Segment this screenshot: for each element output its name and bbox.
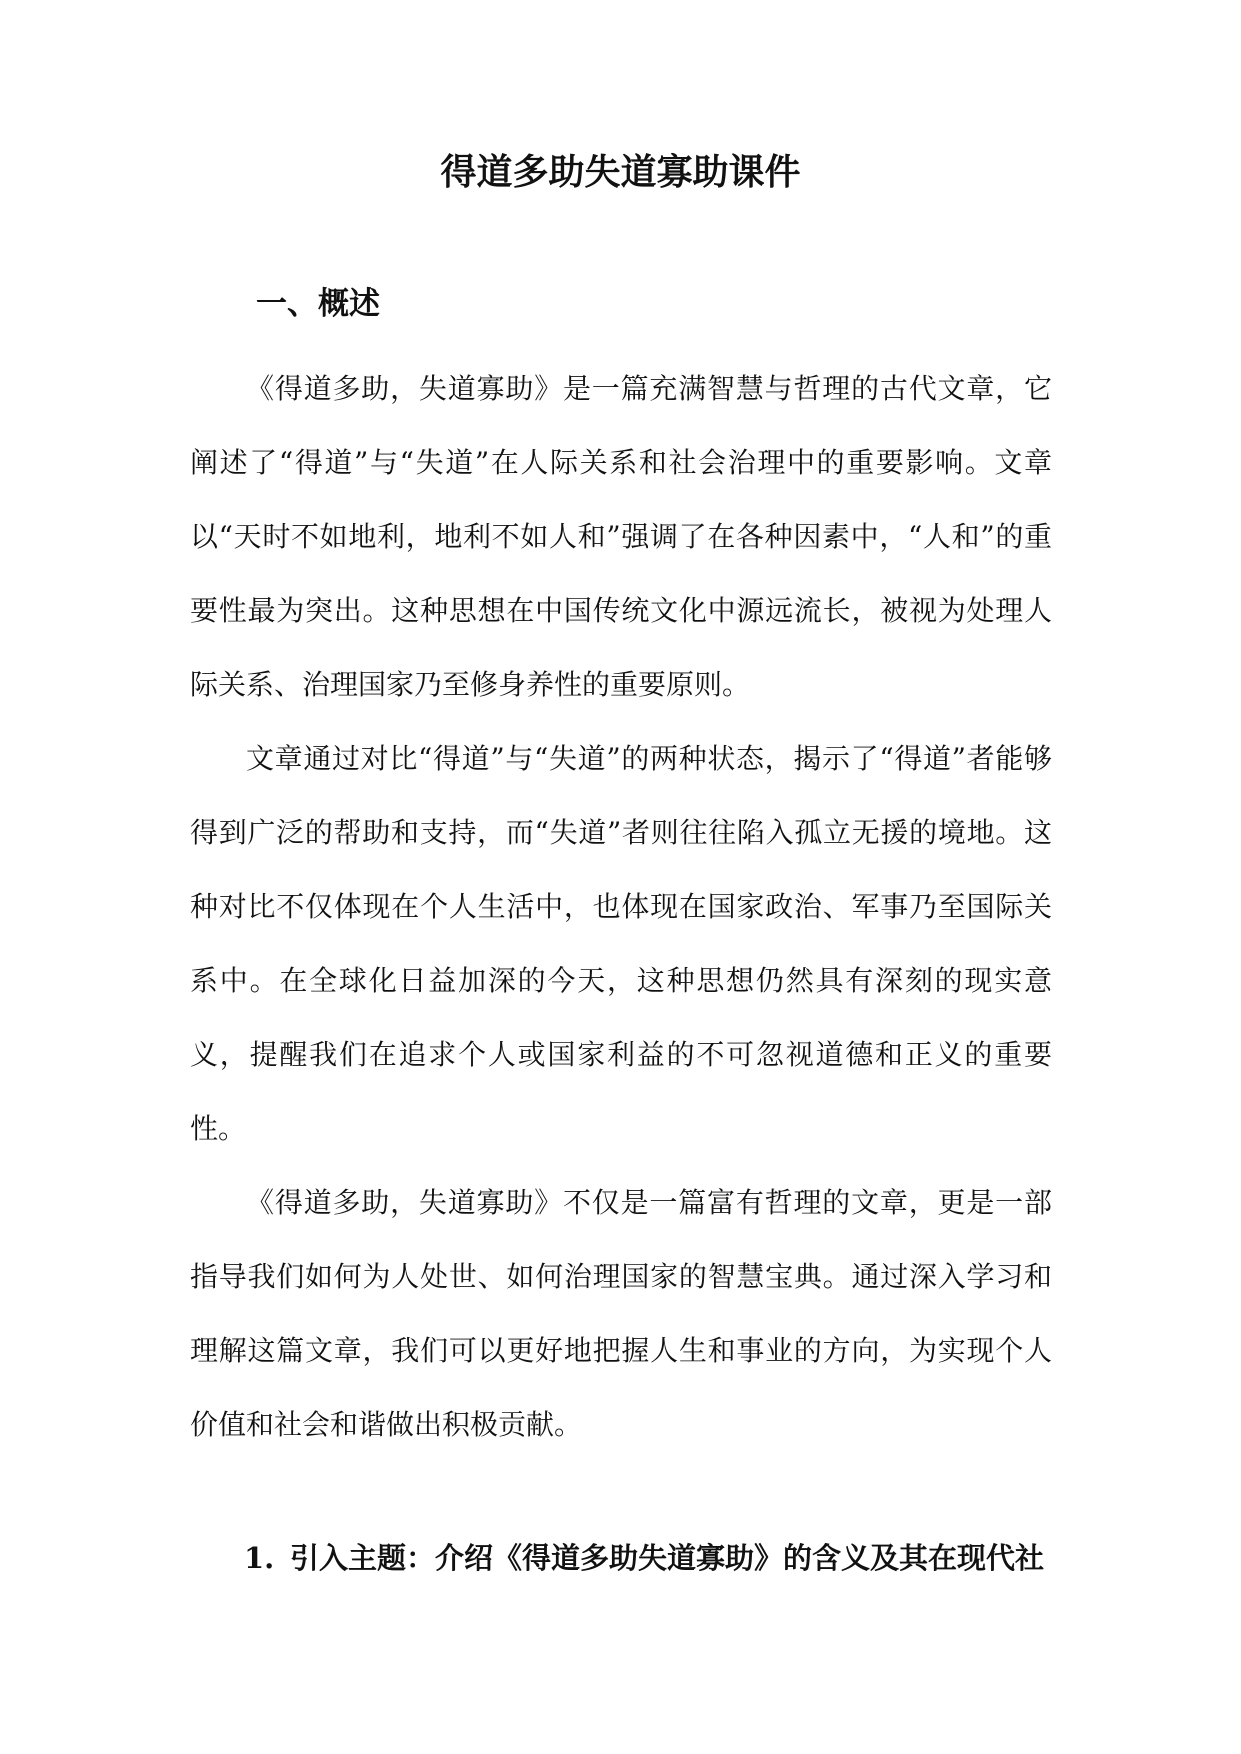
- numbered-list-item: [244, 1536, 1064, 1580]
- list-item-number: 1.: [244, 1541, 275, 1575]
- body-paragraph: 《得道多助，失道寡助》不仅是一篇富有哲理的文章，更是一部指导我们如何为人处世、如何治理国家的智慧宝典。通过深入学习和理解这篇文章，我们可以更好地把握人生和事业的方向，为实现个人价值和社会和谐做出积极贡献。: [190, 1186, 1052, 1441]
- body-paragraph: 《得道多助，失道寡助》是一篇充满智慧与哲理的古代文章，它阐述了“得道”与“失道”在人际关系和社会治理中的重要影响。文章以“天时不如地利，地利不如人和”强调了在各种因素中，“人和”的重要性最为突出。这种思想在中国传统文化中源远流长，被视为处理人际关系、治理国家乃至修身养性的重要原则。: [190, 372, 1052, 701]
- section-heading-overview: 一、概述: [256, 286, 380, 322]
- body-paragraph: 文章通过对比“得道”与“失道”的两种状态，揭示了“得道”者能够得到广泛的帮助和支持，而“失道”者则往往陷入孤立无援的境地。这种对比不仅体现在个人生活中，也体现在国家政治、军事乃至国际关系中。在全球化日益加深的今天，这种思想仍然具有深刻的现实意义，提醒我们在追求个人或国家利益的不可忽视道德和正义的重要性。: [190, 742, 1052, 1145]
- list-item-text: 引入主题：介绍《得道多助失道寡助》的含义及其在现代社: [290, 1541, 1045, 1575]
- document-title: 得道多助失道寡助课件: [440, 151, 801, 193]
